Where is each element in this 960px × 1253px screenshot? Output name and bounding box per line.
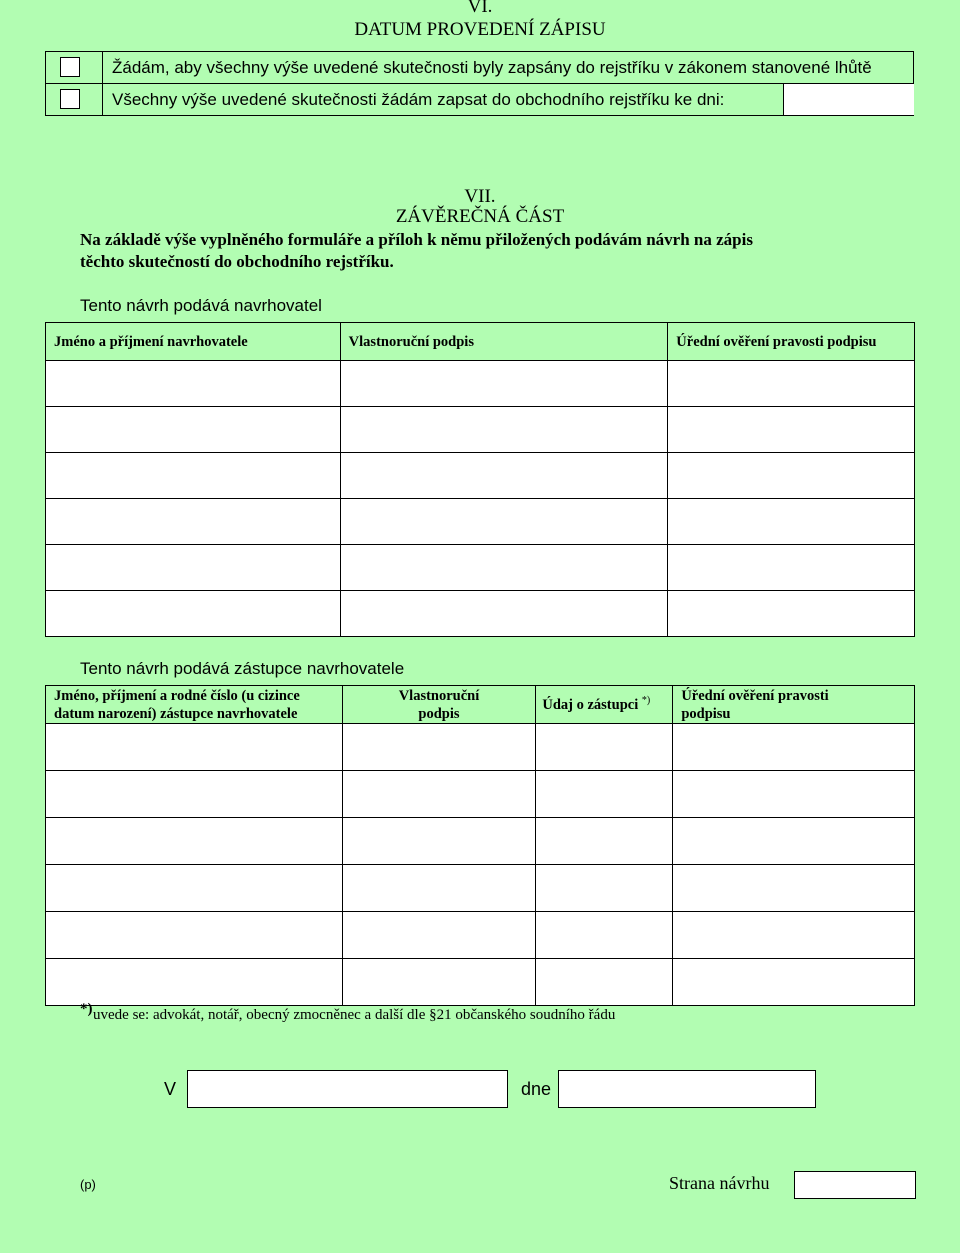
name-cell[interactable]: [46, 453, 341, 499]
table-row: [46, 591, 915, 637]
date-label: dne: [521, 1079, 552, 1099]
representative-caption: Tento návrh podává zástupce navrhovatele: [80, 659, 405, 678]
table-row: [46, 724, 915, 771]
table-row: [46, 545, 915, 591]
header-rep-name-line2: datum narození) zástupce navrhovatele: [54, 706, 298, 722]
header-rep-verification-line2: podpisu: [681, 706, 731, 722]
table-row: [46, 361, 915, 407]
header-rep-name-line1: Jméno, příjmení a rodné číslo (u cizince: [54, 688, 300, 704]
checkbox-date[interactable]: [60, 89, 80, 109]
table-row: [46, 771, 915, 818]
checkbox-statutory[interactable]: [60, 57, 80, 77]
header-rep-verification-line1: Úřední ověření pravosti: [681, 688, 829, 704]
signature-cell[interactable]: [340, 407, 668, 453]
record-date-field[interactable]: [783, 84, 914, 115]
header-rep-name: [46, 686, 343, 724]
footer-mark: (p): [80, 1177, 96, 1192]
header-rep-info: [536, 686, 673, 724]
section6-number: VI.: [467, 0, 493, 17]
page-number-label: Strana návrhu: [669, 1173, 770, 1193]
option-row-date: [45, 83, 914, 116]
table-row: [46, 407, 915, 453]
rep-info-cell[interactable]: [536, 771, 673, 818]
place-label: V: [164, 1079, 177, 1099]
rep-name-cell[interactable]: [46, 818, 343, 865]
name-cell[interactable]: [46, 407, 341, 453]
rep-info-cell[interactable]: [536, 818, 673, 865]
signature-cell[interactable]: [340, 499, 668, 545]
intro-line-2: těchto skutečností do obchodního rejstříku.: [80, 252, 394, 271]
rep-name-cell[interactable]: [46, 771, 343, 818]
signature-cell[interactable]: [340, 591, 668, 637]
option-date-label: Všechny výše uvedené skutečnosti žádám zapsat do obchodního rejstříku ke dni:: [112, 90, 725, 109]
section6-title: DATUM PROVEDENÍ ZÁPISU: [354, 19, 606, 40]
rep-signature-cell[interactable]: [342, 865, 536, 912]
signature-cell[interactable]: [340, 545, 668, 591]
representative-table: [45, 685, 915, 1006]
name-cell[interactable]: [46, 499, 341, 545]
header-rep-signature: [342, 686, 536, 724]
rep-verification-cell[interactable]: [673, 912, 915, 959]
place-field[interactable]: [187, 1070, 508, 1108]
rep-name-cell[interactable]: [46, 865, 343, 912]
rep-info-cell[interactable]: [536, 724, 673, 771]
date-field[interactable]: [558, 1070, 816, 1108]
rep-signature-cell[interactable]: [342, 912, 536, 959]
table-row: [46, 865, 915, 912]
table-row: [46, 912, 915, 959]
signature-cell[interactable]: [340, 361, 668, 407]
option-statutory-label: Žádám, aby všechny výše uvedené skutečnosti byly zapsány do rejstříku v zákonem stanovené lhůtě: [112, 58, 872, 77]
rep-verification-cell[interactable]: [673, 724, 915, 771]
header-rep-signature-line2: podpis: [418, 706, 460, 722]
rep-verification-cell[interactable]: [673, 771, 915, 818]
section7-number: VII.: [464, 186, 496, 207]
verification-cell[interactable]: [668, 361, 915, 407]
checkbox-cell: [46, 84, 103, 115]
rep-verification-cell[interactable]: [673, 865, 915, 912]
table-row: [46, 499, 915, 545]
name-cell[interactable]: [46, 361, 341, 407]
intro-line-1: Na základě výše vyplněného formuláře a příloh k němu přiložených podávám návrh na zápis: [80, 230, 753, 249]
rep-info-cell[interactable]: [536, 959, 673, 1006]
option-row-statutory: [45, 51, 914, 84]
header-rep-info-footnote-mark: *): [641, 695, 651, 706]
rep-info-cell[interactable]: [536, 865, 673, 912]
header-signature: Vlastnoruční podpis: [340, 323, 668, 361]
proposer-header-row: [46, 323, 915, 361]
header-name: Jméno a příjmení navrhovatele: [46, 323, 341, 361]
verification-cell[interactable]: [668, 591, 915, 637]
page-number-field[interactable]: [794, 1171, 916, 1199]
checkbox-cell: [46, 52, 103, 83]
footnote-text: uvede se: advokát, notář, obecný zmocněnec a další dle §21 občanského soudního řádu: [93, 1007, 616, 1023]
name-cell[interactable]: [46, 545, 341, 591]
verification-cell[interactable]: [668, 407, 915, 453]
proposer-caption: Tento návrh podává navrhovatel: [80, 296, 322, 315]
rep-name-cell[interactable]: [46, 959, 343, 1006]
rep-verification-cell[interactable]: [673, 818, 915, 865]
rep-signature-cell[interactable]: [342, 818, 536, 865]
footnote-mark: *): [80, 1001, 93, 1017]
header-rep-signature-line1: Vlastnoruční: [398, 688, 480, 704]
header-verification: Úřední ověření pravosti podpisu: [668, 323, 915, 361]
rep-name-cell[interactable]: [46, 912, 343, 959]
verification-cell[interactable]: [668, 453, 915, 499]
section7-title: ZÁVĚREČNÁ ČÁST: [395, 206, 565, 227]
verification-cell[interactable]: [668, 545, 915, 591]
rep-verification-cell[interactable]: [673, 959, 915, 1006]
rep-signature-cell[interactable]: [342, 771, 536, 818]
representative-header-row: [46, 686, 915, 724]
rep-info-cell[interactable]: [536, 912, 673, 959]
rep-signature-cell[interactable]: [342, 724, 536, 771]
signature-cell[interactable]: [340, 453, 668, 499]
rep-name-cell[interactable]: [46, 724, 343, 771]
rep-signature-cell[interactable]: [342, 959, 536, 1006]
table-row: [46, 453, 915, 499]
name-cell[interactable]: [46, 591, 341, 637]
header-rep-verification: [673, 686, 915, 724]
table-row: [46, 818, 915, 865]
table-row: [46, 959, 915, 1006]
verification-cell[interactable]: [668, 499, 915, 545]
header-rep-info-label: Údaj o zástupci: [542, 696, 639, 713]
proposer-table: [45, 322, 915, 637]
